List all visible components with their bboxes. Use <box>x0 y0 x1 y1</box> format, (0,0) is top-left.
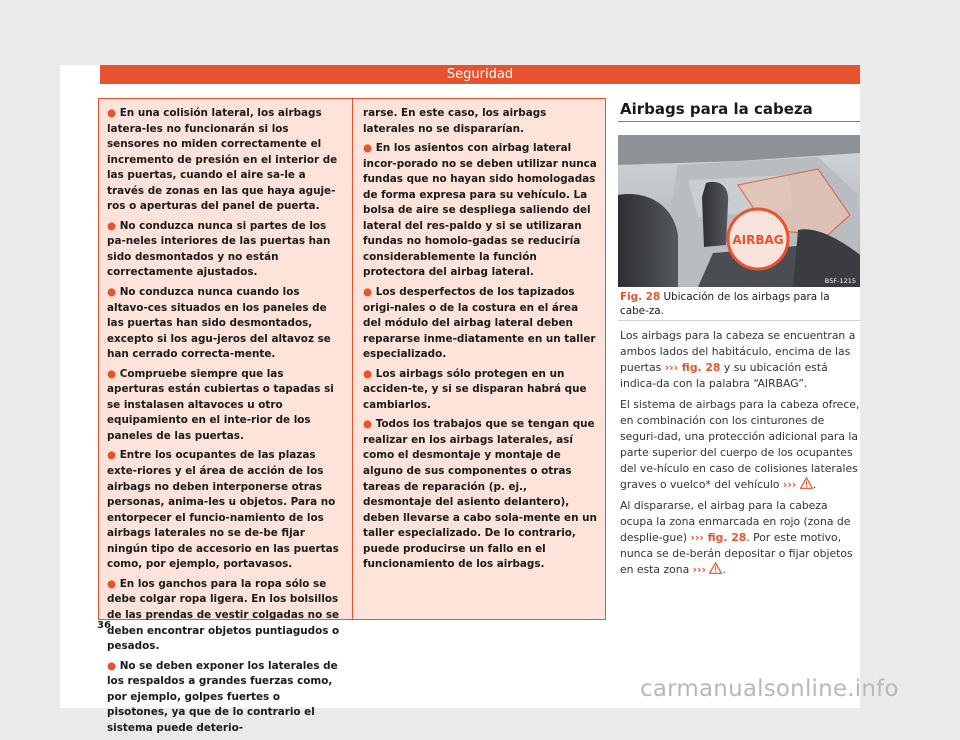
bullet-icon: ● <box>107 367 117 380</box>
warning-item: ● Los airbags sólo protegen en un acciden-te, y si se disparan habrá que cambiarlos. <box>363 367 587 411</box>
bullet-icon: ● <box>107 449 117 462</box>
bullet-icon: ● <box>107 107 117 119</box>
figure-caption-text: Ubicación de los airbags para la cabe-za. <box>620 291 830 317</box>
figure-reference-link[interactable]: ››› fig. 28 <box>690 531 747 544</box>
bullet-icon: ● <box>107 219 117 232</box>
body-paragraph: Los airbags para la cabeza se encuentran a ambos lados del habitáculo, encima de las puertas ››› fig. 28 y su ubicación está indica-da con la palabra “AIRBAG”. <box>620 329 856 390</box>
column-divider <box>352 98 353 620</box>
watermark: carmanualsonline.info <box>640 676 899 702</box>
airbag-figure <box>618 135 860 287</box>
warning-item: ● En los asientos con airbag lateral incor-porado no se deben utilizar nunca fundas que no hayan sido homologadas de forma expresa para su vehículo. La bolsa de aire se despliega saliendo del lateral del res-paldo y si se utilizaran fundas no homolo-gadas se reduciría considerablemente la función protectora del airbag lateral. <box>363 142 597 279</box>
bullet-icon: ● <box>363 286 373 299</box>
warning-triangle-icon <box>800 477 813 489</box>
warning-item: ● Entre los ocupantes de las plazas exte-riores y el área de acción de los airbags no deben interponerse otras personas, anima-les u objetos. Para no entorpecer el funcio-namiento de los airbags laterales no se de-be fijar ningún tipo de accesorio en las puertas como, por ejemplo, portavasos. <box>107 449 339 571</box>
airbag-label: AIRBAG <box>732 233 784 247</box>
bullet-icon: ● <box>107 286 117 299</box>
bullet-icon: ● <box>363 418 373 431</box>
figure-number: Fig. 28 <box>620 291 661 303</box>
section-title: Airbags para la cabeza <box>620 100 813 118</box>
figure-caption <box>620 291 858 318</box>
warning-item: ● Los desperfectos de los tapizados origi-nales o de la costura en el área del módulo del airbag lateral deben repararse inme-diatamente en un taller especializado. <box>363 286 596 361</box>
warning-item: ● En los ganchos para la ropa sólo se debe colgar ropa ligera. En los bolsillos de las prendas de vestir colgadas no se deben encontrar objetos puntiagudos o pesados. <box>107 577 340 653</box>
warning-item: ● No conduzca nunca cuando los altavo-ces situados en los paneles de las puertas han sido desmontados, excepto si los agu-jeros del altavoz se han cerrado correcta-mente. <box>107 286 331 361</box>
figure-code: B5F-1215 <box>824 277 856 285</box>
bullet-icon: ● <box>363 142 373 155</box>
warning-item: ● Todos los trabajos que se tengan que realizar en los airbags laterales, así como el desmontaje y montaje de alguno de sus componentes o otras tareas de reparación (p. ej., desmontaje del asiento delantero), deben llevarse a cabo sola-mente en un taller especializado. De lo contrario, puede producirse un fallo en el funcionamiento de los airbags. <box>363 418 597 571</box>
warning-item: ● Compruebe siempre que las aperturas están cubiertas o tapadas si se instalasen altavoces u otro equipamiento en el inte-rior de los paneles de las puertas. <box>107 367 334 442</box>
warning-triangle-icon <box>709 562 722 574</box>
body-text <box>620 328 860 583</box>
caption-rule <box>618 320 860 321</box>
body-paragraph: Al dispararse, el airbag para la cabeza ocupa la zona enmarcada en rojo (zona de desplie-gue) ››› fig. 28. Por este motivo, nunca se de-berán depositar o fijar objetos en esta zona ››› . <box>620 499 853 576</box>
bullet-icon: ● <box>107 659 117 672</box>
figure-reference-link[interactable]: ››› fig. 28 <box>664 361 721 374</box>
title-rule <box>618 121 860 122</box>
bullet-icon: ● <box>107 577 117 590</box>
warning-reference-link[interactable]: ››› <box>692 563 706 576</box>
warning-item: ● En una colisión lateral, los airbags latera-les no funcionarán si los sensores no miden correctamente el incremento de presión en el interior de las puertas, cuando el aire sa-le a través de zonas en las que haya aguje-ros o aperturas del panel de puerta. <box>107 107 338 213</box>
warning-continuation: rarse. En este caso, los airbags laterales no se dispararían. <box>363 107 547 135</box>
bullet-icon: ● <box>363 367 373 380</box>
warning-reference-link[interactable]: ››› <box>782 478 797 491</box>
warning-column-2 <box>363 106 599 577</box>
warning-column-1 <box>107 106 343 740</box>
body-paragraph: El sistema de airbags para la cabeza ofrece, en combinación con los cinturones de seguri-dad, una protección adicional para la parte superior del cuerpo de los ocupantes del ve-hículo en caso de colisiones laterales graves o vuelco* del vehículo ››› . <box>620 398 860 491</box>
warning-item: ● No se deben exponer los laterales de los respaldos a grandes fuerzas como, por ejemplo, golpes fuertes o pisotones, ya que de lo contrario el sistema puede deterio- <box>107 659 338 734</box>
page-number: 36 <box>97 620 111 631</box>
warning-item: ● No conduzca nunca si partes de los pa-neles interiores de las puertas han sido desmontados y no están correctamente ajustados. <box>107 219 331 279</box>
car-interior-illustration <box>618 135 860 287</box>
page-header: Seguridad <box>100 65 860 84</box>
